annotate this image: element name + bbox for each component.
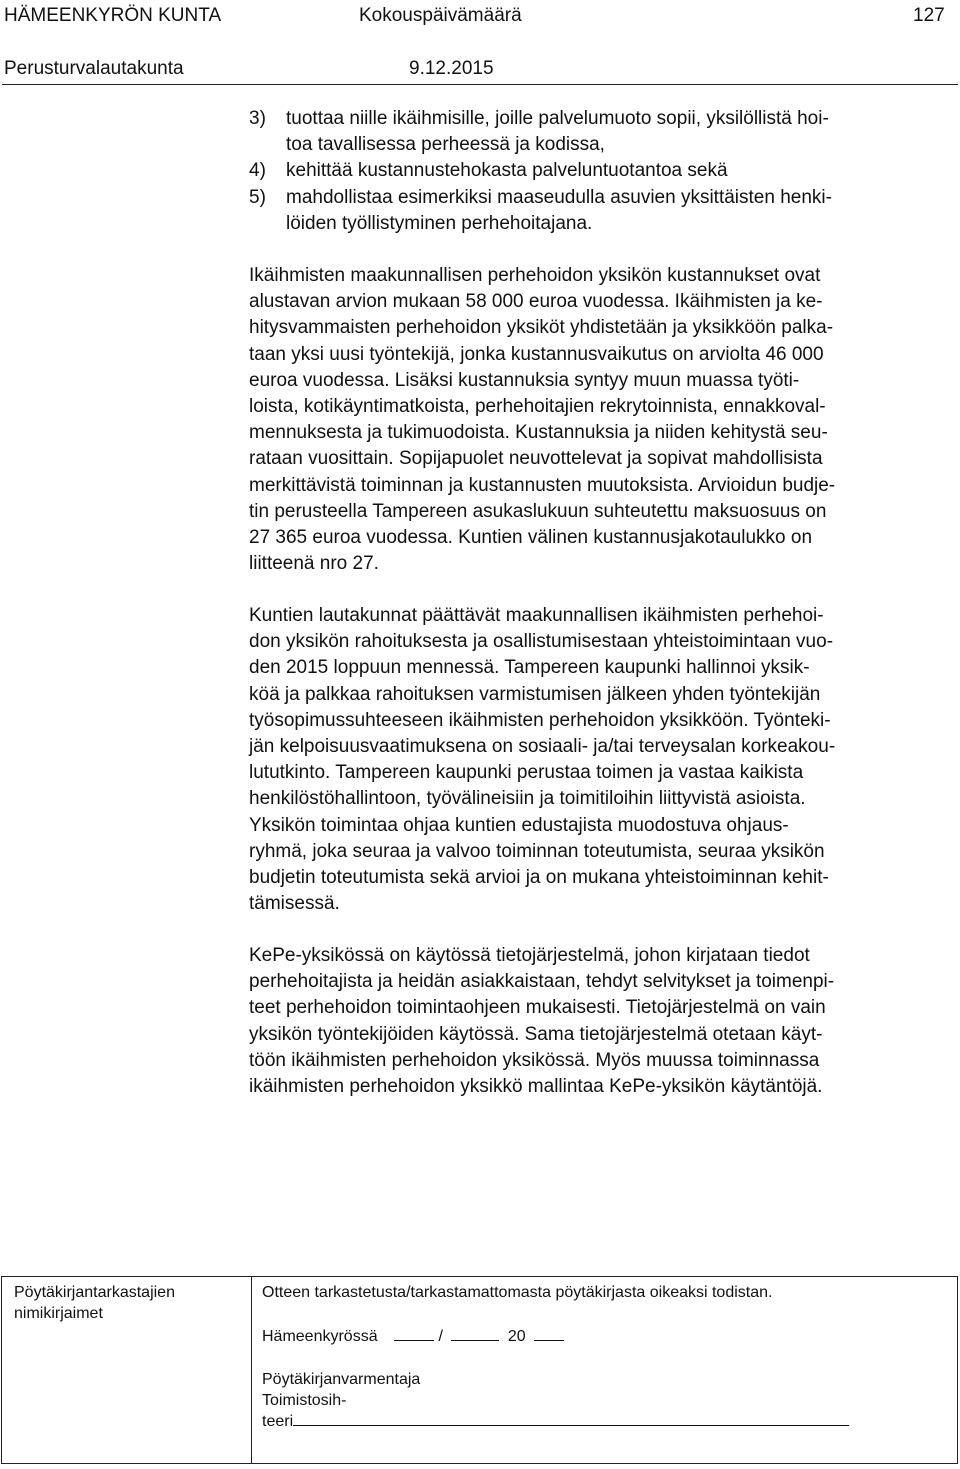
meeting-date-label: Kokouspäivämäärä bbox=[359, 5, 522, 26]
list-item-number: 4) bbox=[249, 160, 266, 182]
list-item-line: toa tavallisessa perheessä ja kodissa, bbox=[286, 134, 605, 156]
text-line: merkittävistä toiminnan ja kustannusten muutoksista. Arvioidun budje- bbox=[249, 474, 836, 496]
verifier-title-line1: Toimistosih- bbox=[262, 1392, 347, 1409]
text-line: perhehoitajista ja heidän asiakkaistaan, tehdyt selvitykset ja toimenpi- bbox=[249, 971, 835, 993]
month-blank bbox=[451, 1326, 499, 1341]
text-line: Yksikön toimintaa ohjaa kuntien edustajista muodostuva ohjaus- bbox=[249, 814, 789, 836]
list-item-number: 5) bbox=[249, 186, 266, 208]
text-line: lututkinto. Tampereen kaupunki perustaa toimen ja vastaa kaikista bbox=[249, 762, 804, 784]
organization-name: HÄMEENKYRÖN KUNTA bbox=[4, 5, 222, 26]
list-item-number: 3) bbox=[249, 108, 266, 129]
text-line: henkilöstöhallintoon, työvälineisiin ja toimitiloihin liittyvistä asioista. bbox=[249, 788, 806, 810]
year-prefix: 20 bbox=[507, 1328, 526, 1345]
text-line: ikäihmisten perhehoidon yksikkö mallintaa KePe-yksikön käytäntöjä. bbox=[249, 1076, 823, 1098]
paragraph-costs bbox=[249, 263, 949, 577]
text-line: KePe-yksikössä on käytössä tietojärjestelmä, johon kirjataan tiedot bbox=[249, 945, 810, 966]
year-blank bbox=[534, 1326, 564, 1341]
text-line: taan yksi uusi työntekijä, jonka kustannusvaikutus on arviolta 46 000 bbox=[249, 343, 824, 365]
date-separator: / bbox=[438, 1328, 443, 1345]
list-item bbox=[249, 158, 949, 184]
text-line: jän kelpoisuusvaatimuksena on sosiaali- ja/tai terveysalan korkeakou- bbox=[249, 736, 836, 758]
text-line: alustavan arvion mukaan 58 000 euroa vuodessa. Ikäihmisten ja ke- bbox=[249, 291, 823, 313]
text-line: euroa vuodessa. Lisäksi kustannuksia syntyy muun muassa työti- bbox=[249, 369, 800, 391]
place-name: Hämeenkyrössä bbox=[262, 1328, 378, 1345]
certification-statement: Otteen tarkastetusta/tarkastamattomasta pöytäkirjasta oikeaksi todistan. bbox=[262, 1284, 773, 1301]
text-line: töön ikäihmisten perhehoidon yksikössä. Myös muussa toiminnassa bbox=[249, 1049, 820, 1071]
list-item-line: tuottaa niille ikäihmisille, joille palvelumuoto sopii, yksilöllistä hoi- bbox=[286, 108, 829, 129]
verifier-title-text: teeri bbox=[262, 1413, 294, 1430]
paragraph-information-system bbox=[249, 943, 949, 1100]
verifier-label: Pöytäkirjanvarmentaja bbox=[262, 1371, 421, 1388]
place-date-line bbox=[262, 1326, 564, 1347]
list-item-line: kehittää kustannustehokasta palveluntuotantoa sekä bbox=[286, 160, 728, 182]
initials-label-line1: Pöytäkirjantarkastajien bbox=[14, 1284, 175, 1301]
text-line: tämisessä. bbox=[249, 893, 340, 915]
text-line: don yksikön rahoituksesta ja osallistumisestaan yhteistoimintaan vuo- bbox=[249, 631, 834, 653]
committee-name: Perusturvalautakunta bbox=[4, 58, 184, 79]
text-line: tin perusteella Tampereen asukaslukuun suhteutettu maksuosuus on bbox=[249, 500, 827, 522]
signature-line bbox=[293, 1411, 849, 1426]
list-item-line: löiden työllistyminen perhehoitajana. bbox=[286, 212, 593, 234]
text-line: liitteenä nro 27. bbox=[249, 553, 379, 575]
text-line: Kuntien lautakunnat päättävät maakunnallisen ikäihmisten perhehoi- bbox=[249, 605, 824, 626]
goal-list bbox=[249, 106, 949, 237]
text-line: Ikäihmisten maakunnallisen perhehoidon yksikön kustannukset ovat bbox=[249, 265, 821, 286]
list-item bbox=[249, 106, 949, 158]
text-line: teet perhehoidon toimintaohjeen mukaisesti. Tietojärjestelmä on vain bbox=[249, 997, 826, 1019]
text-line: mennuksesta ja tukimuodoista. Kustannuksia ja niiden kehitystä seu- bbox=[249, 422, 828, 444]
text-line: den 2015 loppuun mennessä. Tampereen kaupunki hallinnoi yksik- bbox=[249, 657, 810, 679]
paragraph-funding bbox=[249, 603, 949, 917]
text-line: köä ja palkkaa rahoituksen varmistumisen jälkeen yhden työntekijän bbox=[249, 683, 821, 705]
text-line: ryhmä, joka seuraa ja valvoo toiminnan toteutumista, seuraa yksikön bbox=[249, 840, 825, 862]
list-item-line: mahdollistaa esimerkiksi maaseudulla asuvien yksittäisten henki- bbox=[286, 186, 832, 208]
page-number: 127 bbox=[913, 5, 945, 26]
list-item bbox=[249, 185, 949, 237]
text-line: yksikön työntekijöiden käytössä. Sama tietojärjestelmä otetaan käyt- bbox=[249, 1023, 823, 1045]
text-line: rataan vuosittain. Sopijapuolet neuvottelevat ja sopivat mahdollisista bbox=[249, 448, 823, 470]
day-blank bbox=[394, 1326, 434, 1341]
text-line: työsopimussuhteeseen ikäihmisten perhehoidon yksikköön. Työnteki- bbox=[249, 709, 831, 731]
text-line: 27 365 euroa vuodessa. Kuntien välinen kustannusjakotaulukko on bbox=[249, 527, 813, 549]
header-divider bbox=[2, 84, 958, 85]
meeting-date: 9.12.2015 bbox=[409, 58, 494, 79]
text-line: loista, kotikäyntimatkoista, perhehoitajien rekrytoinnista, ennakkoval- bbox=[249, 396, 826, 418]
initials-label-line2: nimikirjaimet bbox=[14, 1305, 103, 1322]
certification-footer bbox=[1, 1276, 958, 1464]
text-line: budjetin toteutumista sekä arvioi ja on mukana yhteistoiminnan kehit- bbox=[249, 867, 829, 889]
verifier-title-line2 bbox=[262, 1411, 849, 1432]
text-line: hitysvammaisten perhehoidon yksiköt yhdistetään ja yksikköön palka- bbox=[249, 317, 834, 339]
